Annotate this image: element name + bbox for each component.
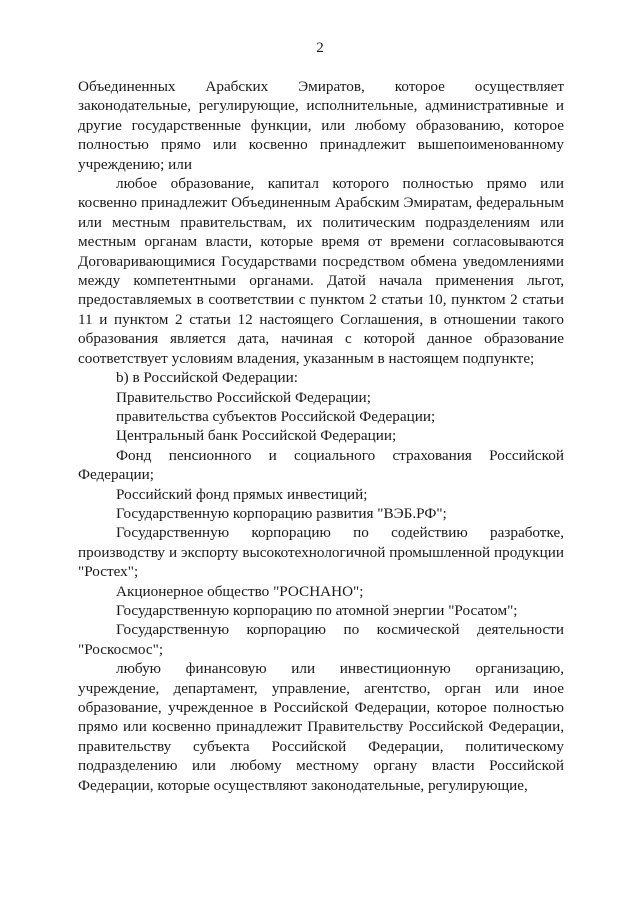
paragraph-5: правительства субъектов Российской Федерации; <box>116 407 436 425</box>
paragraph-3: b) в Российской Федерации: <box>116 369 299 387</box>
paragraph-10: Государственную корпорацию по содействию разработке, производству и экспорту высокотехнологичной промышленной продукции "Ростех"; <box>78 524 564 581</box>
paragraph-14: любую финансовую или инвестиционную организацию, учреждение, департамент, управление, агентство, орган или иное образование, учрежденное в Российской Федерации, которое полностью прямо или косвенно принадлежит Правительству Российской Федерации, правительству субъекта Российской Федерации, политическому подразделению или любому местному органу власти Российской Федерации, которые осуществляют законодательные, регулирующие, <box>78 660 564 794</box>
paragraph-6: Центральный банк Российской Федерации; <box>116 427 397 445</box>
document-body <box>78 77 564 795</box>
paragraph-2: любое образование, капитал которого полностью прямо или косвенно принадлежит Объединенным Арабским Эмиратам, федеральным или местным правительствам, их политическим подразделениям или местным органам власти, которые время от времени согласовываются Договаривающимися Государствами посредством обмена уведомлениями между компетентными органами. Датой начала применения льгот, предоставляемых в соответствии с пунктом 2 статьи 10, пунктом 2 статьи 11 и пунктом 2 статьи 12 настоящего Соглашения, в отношении такого образования является дата, начиная с которой данное образование соответствует условиям владения, указанным в настоящем подпункте; <box>78 175 564 367</box>
paragraph-1: Объединенных Арабских Эмиратов, которое осуществляет законодательные, регулирующие, исполнительные, административные и другие государственные функции, или любому образованию, которое полностью прямо или косвенно принадлежит вышепоименованному учреждению; или <box>78 78 564 173</box>
paragraph-8: Российский фонд прямых инвестиций; <box>116 485 368 503</box>
paragraph-11: Акционерное общество "РОСНАНО"; <box>116 582 364 600</box>
paragraph-12: Государственную корпорацию по атомной энергии "Росатом"; <box>116 601 518 619</box>
paragraph-4: Правительство Российской Федерации; <box>116 388 371 406</box>
page-number: 2 <box>316 40 324 56</box>
paragraph-9: Государственную корпорацию развития "ВЭБ.РФ"; <box>116 504 447 522</box>
paragraph-7: Фонд пенсионного и социального страхования Российской Федерации; <box>78 446 564 484</box>
paragraph-13: Государственную корпорацию по космической деятельности "Роскосмос"; <box>78 621 564 658</box>
